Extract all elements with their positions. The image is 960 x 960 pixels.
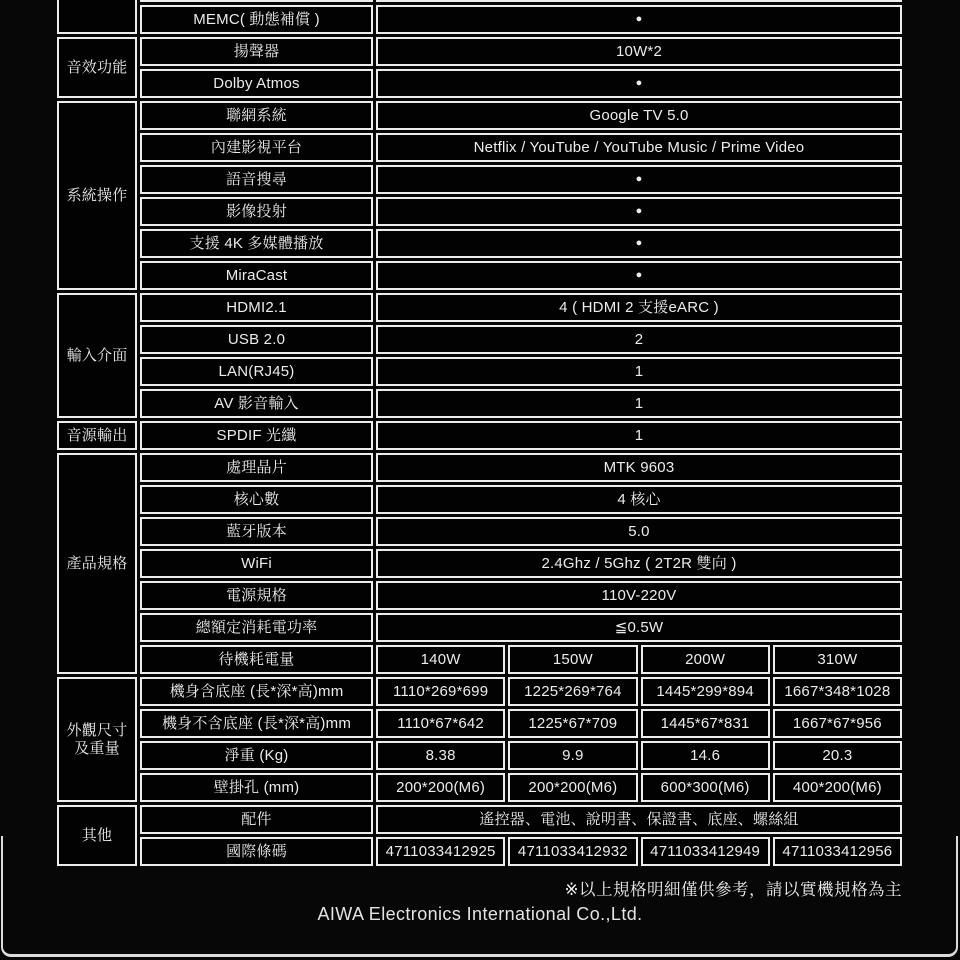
- spec-value-cell: 4711033412956: [773, 837, 902, 866]
- spec-label-cell: 藍牙版本: [140, 517, 373, 546]
- category-cell: 產品規格: [57, 453, 137, 674]
- spec-value-cell: ●: [376, 197, 902, 226]
- spec-value-cell: 2.4Ghz / 5Ghz ( 2T2R 雙向 ): [376, 549, 902, 578]
- category-cell: 外觀尺寸 及重量: [57, 677, 137, 802]
- spec-value-cell: 4711033412925: [376, 837, 505, 866]
- spec-label-cell: AV 影音輸入: [140, 389, 373, 418]
- spec-value-cell: MTK 9603: [376, 453, 902, 482]
- spec-value-cell: 1: [376, 357, 902, 386]
- cut-row-value-cell: [376, 0, 902, 2]
- spec-value-cell: Netflix / YouTube / YouTube Music / Prime Video: [376, 133, 902, 162]
- spec-value-cell: 1445*299*894: [641, 677, 770, 706]
- spec-label-cell: 國際條碼: [140, 837, 373, 866]
- category-cell: [57, 0, 137, 34]
- cut-row-label-cell: [140, 0, 373, 2]
- spec-label-cell: 電源規格: [140, 581, 373, 610]
- spec-value-cell: 10W*2: [376, 37, 902, 66]
- category-cell: 其他: [57, 805, 137, 866]
- spec-label-cell: 影像投射: [140, 197, 373, 226]
- spec-label-cell: 聯網系統: [140, 101, 373, 130]
- spec-value-cell: 8.38: [376, 741, 505, 770]
- spec-value-cell: 200*200(M6): [508, 773, 637, 802]
- category-cell: 音效功能: [57, 37, 137, 98]
- spec-value-cell: 4 ( HDMI 2 支援eARC ): [376, 293, 902, 322]
- spec-label-cell: 處理晶片: [140, 453, 373, 482]
- spec-value-cell: 1445*67*831: [641, 709, 770, 738]
- spec-label-cell: 配件: [140, 805, 373, 834]
- spec-value-cell: 4711033412949: [641, 837, 770, 866]
- spec-value-cell: 1: [376, 421, 902, 450]
- spec-value-cell: ●: [376, 261, 902, 290]
- spec-label-cell: LAN(RJ45): [140, 357, 373, 386]
- spec-value-cell: 20.3: [773, 741, 902, 770]
- spec-value-cell: 14.6: [641, 741, 770, 770]
- spec-label-cell: MiraCast: [140, 261, 373, 290]
- spec-value-cell: ●: [376, 69, 902, 98]
- spec-value-cell: 150W: [508, 645, 637, 674]
- spec-label-cell: 淨重 (Kg): [140, 741, 373, 770]
- spec-value-cell: 400*200(M6): [773, 773, 902, 802]
- spec-value-cell: ●: [376, 165, 902, 194]
- spec-label-cell: 支援 4K 多媒體播放: [140, 229, 373, 258]
- spec-value-cell: 140W: [376, 645, 505, 674]
- spec-value-cell: 1667*67*956: [773, 709, 902, 738]
- spec-value-cell: 310W: [773, 645, 902, 674]
- spec-label-cell: 待機耗電量: [140, 645, 373, 674]
- spec-label-cell: 核心數: [140, 485, 373, 514]
- spec-value-cell: 1110*67*642: [376, 709, 505, 738]
- spec-value-cell: 1110*269*699: [376, 677, 505, 706]
- spec-label-cell: 揚聲器: [140, 37, 373, 66]
- spec-value-cell: 600*300(M6): [641, 773, 770, 802]
- spec-label-cell: 語音搜尋: [140, 165, 373, 194]
- spec-label-cell: 壁掛孔 (mm): [140, 773, 373, 802]
- spec-label-cell: WiFi: [140, 549, 373, 578]
- spec-value-cell: 200W: [641, 645, 770, 674]
- spec-label-cell: Dolby Atmos: [140, 69, 373, 98]
- spec-value-cell: ●: [376, 229, 902, 258]
- spec-value-cell: Google TV 5.0: [376, 101, 902, 130]
- spec-value-cell: 1667*348*1028: [773, 677, 902, 706]
- spec-value-cell: 200*200(M6): [376, 773, 505, 802]
- spec-value-cell: 4 核心: [376, 485, 902, 514]
- category-cell: 輸入介面: [57, 293, 137, 418]
- disclaimer-note: ※以上規格明細僅供參考，請以實機規格為主: [564, 881, 902, 899]
- spec-value-cell: 遙控器、電池、說明書、保證書、底座、螺絲組: [376, 805, 902, 834]
- spec-value-cell: 1: [376, 389, 902, 418]
- spec-label-cell: MEMC( 動態補償 ): [140, 5, 373, 34]
- category-cell: 系統操作: [57, 101, 137, 290]
- spec-label-cell: HDMI2.1: [140, 293, 373, 322]
- spec-label-cell: 機身含底座 (長*深*高)mm: [140, 677, 373, 706]
- spec-value-cell: ≦0.5W: [376, 613, 902, 642]
- spec-value-cell: ●: [376, 5, 902, 34]
- spec-label-cell: SPDIF 光纖: [140, 421, 373, 450]
- spec-label-cell: 機身不含底座 (長*深*高)mm: [140, 709, 373, 738]
- category-cell: 音源輸出: [57, 421, 137, 450]
- spec-table: [57, 0, 902, 866]
- spec-label-cell: 內建影視平台: [140, 133, 373, 162]
- spec-value-cell: 110V-220V: [376, 581, 902, 610]
- spec-value-cell: 4711033412932: [508, 837, 637, 866]
- company-name: AIWA Electronics International Co.,Ltd.: [317, 904, 643, 924]
- spec-value-cell: 1225*269*764: [508, 677, 637, 706]
- spec-label-cell: USB 2.0: [140, 325, 373, 354]
- spec-value-cell: 5.0: [376, 517, 902, 546]
- spec-value-cell: 9.9: [508, 741, 637, 770]
- spec-label-cell: 總額定消耗電功率: [140, 613, 373, 642]
- spec-value-cell: 1225*67*709: [508, 709, 637, 738]
- spec-value-cell: 2: [376, 325, 902, 354]
